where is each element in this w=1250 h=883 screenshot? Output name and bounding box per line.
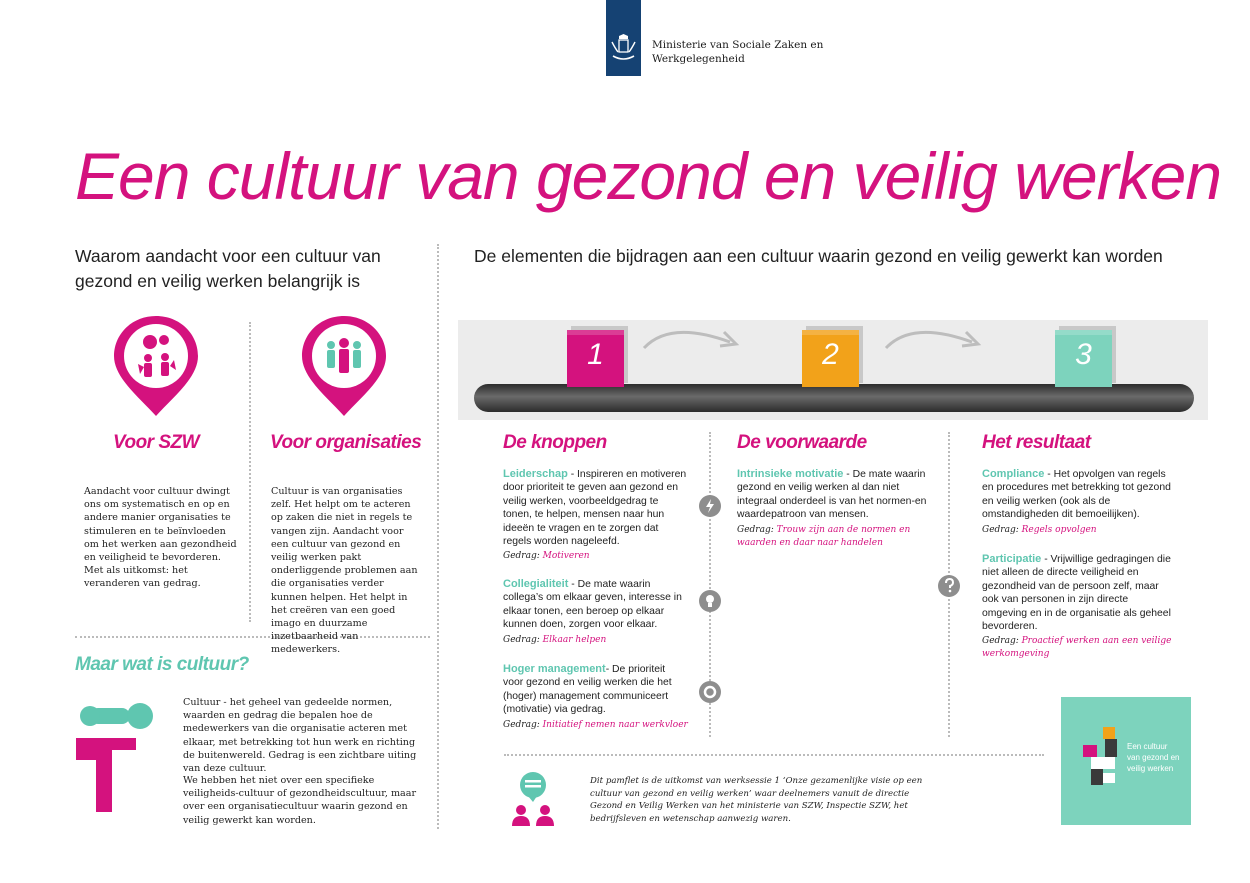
knoppen-item-1: [503, 468, 688, 563]
cube-stack-icon: [1073, 725, 1129, 789]
coat-of-arms-icon: [610, 34, 637, 64]
voorwaarde-item-1-gedrag: [737, 524, 927, 550]
gedrag-value: Regels opvolgen: [1021, 524, 1097, 535]
knoppen-item-3-gedrag: [503, 719, 688, 732]
gedrag-label: Gedrag:: [503, 634, 543, 645]
knoppen-title: De knoppen: [503, 432, 607, 453]
head-lightning-icon: [698, 494, 722, 518]
gedrag-value: Trouw zijn aan de normen en waarden en daar naar handelen: [737, 524, 911, 548]
szw-body: Aandacht voor cultuur dwingt ons om systematisch en op en andere manier organisaties te stimuleren en te beïnvloeden om het werken aan gezondheid en veiligheid te bevorderen. Met als uitkomst: het veranderen van gedrag.: [84, 486, 237, 590]
resultaat-item-2-text: - Vrijwillige gedragingen die niet alleen de directe veiligheid en gezondheid van de persoon zelf, maar ook van personen in zijn directe omgeving en in de organisatie als geheel bevorderen.: [982, 554, 1171, 633]
knoppen-item-2-gedrag: [503, 634, 693, 647]
knoppen-item-3: [503, 663, 688, 732]
voorwaarde-item-1: [737, 468, 927, 550]
term-collegialiteit: Collegialiteit: [503, 578, 569, 590]
culture-p1: Cultuur - het geheel van gedeelde normen, waarden en gedrag die bepalen hoe de medewerkers van die organisatie acteren met elkaar, met betrekking tot hun werk en richting de buitenwereld. Gedrag is een zichtbare uiting van deze cultuur.: [183, 697, 417, 775]
resultaat-item-1-gedrag: [982, 524, 1172, 537]
ministry-name: [652, 38, 823, 66]
arrow-icon-1: [640, 320, 744, 352]
left-heading-line1: Waarom aandacht voor een cultuur van: [75, 246, 381, 266]
right-hdivider: [504, 754, 1044, 756]
step-box-3: [1055, 330, 1112, 387]
binoculars-person-icon: [76, 700, 166, 815]
term-hoger-management: Hoger management: [503, 663, 606, 675]
step-box-1: [567, 330, 624, 387]
head-gear-icon: [698, 680, 722, 704]
badge-line1: Een cultuur: [1127, 742, 1168, 751]
term-compliance: Compliance: [982, 468, 1045, 480]
resultaat-title: Het resultaat: [982, 432, 1091, 453]
brochure-badge: [1061, 697, 1191, 825]
gedrag-value: Initiatief nemen naar werkvloer: [542, 719, 688, 730]
szw-title: Voor SZW: [113, 432, 200, 453]
footnote: Dit pamflet is de uitkomst van werksessie 1 ‘Onze gezamenlijke visie op een cultuur van gezond en veilig werken’ waar deelnemers vanuit de directie Gezond en Veilig Werken van het ministerie van SZW, Inspectie SZW, het bedrijfsleven en wetenschap aanwezig waren.: [590, 776, 923, 824]
badge-text: [1127, 741, 1180, 774]
step-number-3: 3: [1075, 338, 1092, 371]
logo-bar: [606, 0, 641, 76]
discussion-icon: [508, 770, 558, 826]
gedrag-label: Gedrag:: [737, 524, 777, 535]
left-heading: [75, 244, 415, 294]
head-bulb-icon: [698, 589, 722, 613]
gedrag-value: Motiveren: [542, 551, 590, 562]
left-divider: [249, 322, 251, 622]
org-pin-icon: [298, 312, 390, 422]
gedrag-value: Elkaar helpen: [542, 634, 607, 645]
step-number-1: 1: [587, 338, 604, 371]
term-leiderschap: Leiderschap: [503, 468, 568, 480]
gedrag-label: Gedrag:: [503, 551, 543, 562]
knoppen-item-2: [503, 578, 693, 647]
arrow-icon-2: [882, 320, 986, 352]
badge-line2: van gezond en: [1127, 753, 1180, 762]
term-participatie: Participatie: [982, 553, 1042, 565]
left-heading-line2: gezond en veilig werken belangrijk is: [75, 271, 361, 291]
gedrag-value: Proactief werken aan een veilige werkomgeving: [982, 636, 1172, 660]
resultaat-item-1: [982, 468, 1172, 537]
knoppen-item-1-gedrag: [503, 550, 688, 563]
gedrag-label: Gedrag:: [503, 719, 543, 730]
right-heading: De elementen die bijdragen aan een cultuur waarin gezond en veilig gewerkt kan worden: [474, 246, 1163, 266]
head-question-icon: [937, 574, 961, 598]
page-title: Een cultuur van gezond en veilig werken: [75, 139, 1222, 213]
org-body: Cultuur is van organisaties zelf. Het helpt om te acteren op zaken die niet in regels te vangen zijn. Aandacht voor een cultuur van gezond en veilig werken pakt onderliggende problemen aan die organisaties verder kunnen helpen. Het helpt in het creëren van een goed imago en duurzame inzetbaarheid van medewerkers.: [271, 486, 418, 656]
culture-p2: We hebben het niet over een specifieke veiligheids-cultuur of gezondheidscultuur, maar over een organisatiecultuur waarin gezond en veilig gewerkt kan worden.: [183, 775, 417, 826]
term-intrinsieke-motivatie: Intrinsieke motivatie: [737, 468, 844, 480]
knoppen-item-1-text: - Inspireren en motiveren door prioriteit te geven aan gezond en veilig werken, voorbeeldgedrag te tonen, te helpen, mensen naar hun ideeën te vragen en te zorgen dat regels worden nageleefd.: [503, 469, 687, 548]
column-divider: [437, 244, 439, 829]
voorwaarde-title: De voorwaarde: [737, 432, 867, 453]
step-box-2: [802, 330, 859, 387]
step-number-2: 2: [822, 338, 839, 371]
ministry-name-line2: Werkgelegenheid: [652, 53, 745, 65]
gedrag-label: Gedrag:: [982, 636, 1022, 647]
szw-pin-icon: [110, 312, 202, 422]
voorwaarde-item-1-text: - De mate waarin gezond en veilig werken al dan niet integraal onderdeel is van het normen-en waardepatroon van mensen.: [737, 469, 927, 521]
knoppen-item-2-text: - De mate waarin collega’s om elkaar geven, interesse in elkaar tonen, een beroep op elkaar kunnen doen, zorgen voor elkaar.: [503, 579, 682, 631]
resultaat-item-1-text: - Het opvolgen van regels en procedures met betrekking tot gezond en veilig werken (ook als de omstandigheden dit bemoeilijken).: [982, 469, 1171, 521]
culture-title: Maar wat is cultuur?: [75, 654, 249, 675]
resultaat-item-2: [982, 553, 1172, 661]
conveyor-belt: [474, 384, 1194, 412]
badge-line3: veilig werken: [1127, 764, 1174, 773]
ministry-name-line1: Ministerie van Sociale Zaken en: [652, 39, 824, 51]
org-title: Voor organisaties: [270, 432, 422, 453]
gedrag-label: Gedrag:: [982, 524, 1022, 535]
knoppen-item-3-text: - De prioriteit voor gezond en veilig werken die het (hoger) management communiceert (motivatie) via gedrag.: [503, 664, 672, 716]
resultaat-item-2-gedrag: [982, 635, 1172, 661]
